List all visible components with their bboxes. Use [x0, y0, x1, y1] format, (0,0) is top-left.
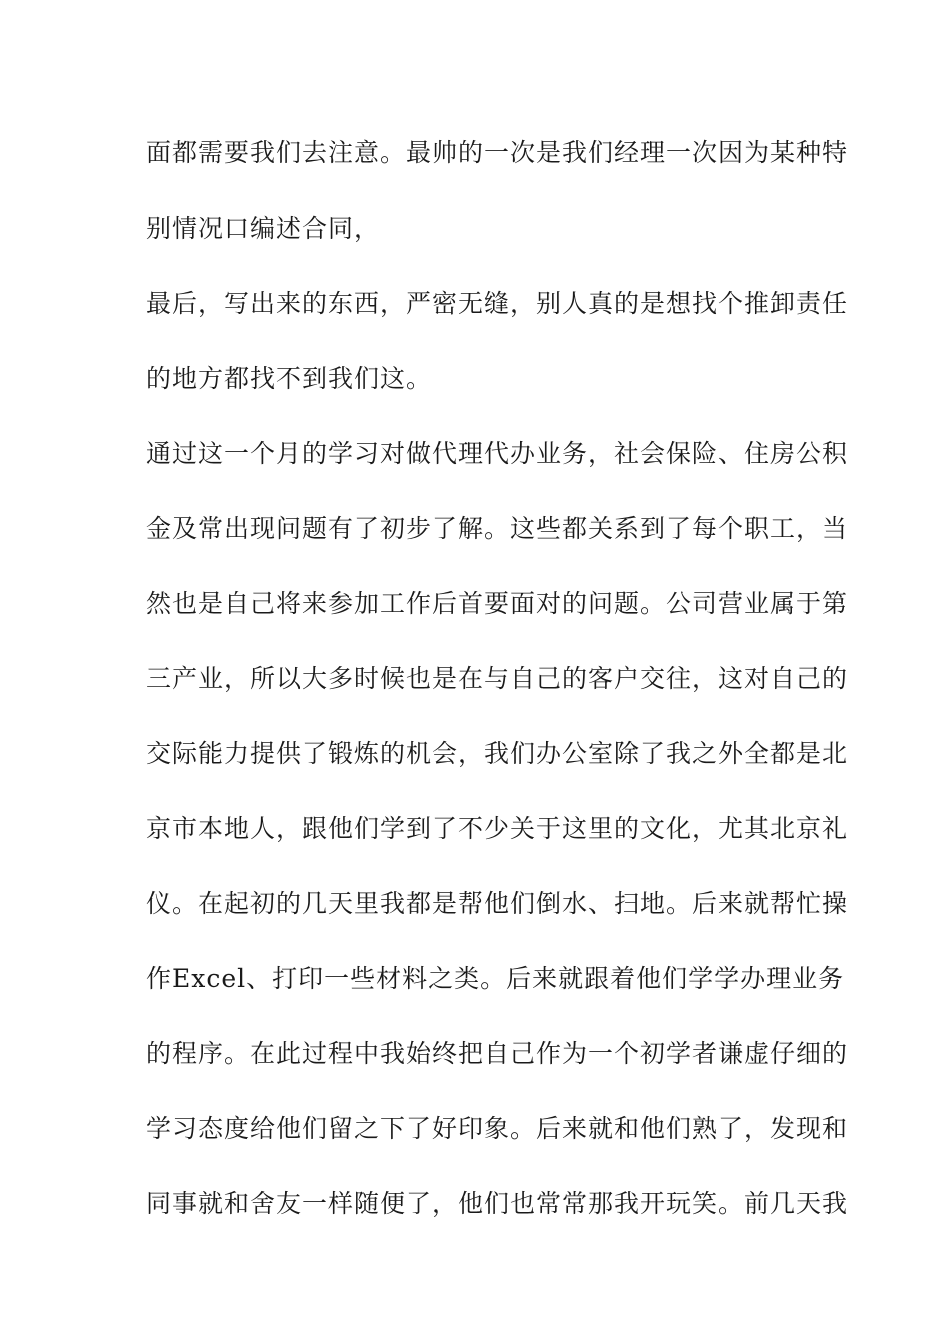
text-line: 三产业，所以大多时候也是在与自己的客户交往，这对自己的: [146, 664, 849, 693]
text-line: 京市本地人，跟他们学到了不少关于这里的文化，尤其北京礼: [146, 814, 849, 843]
text-line: 金及常出现问题有了初步了解。这些都关系到了每个职工，当: [146, 514, 849, 543]
text-line: 面都需要我们去注意。最帅的一次是我们经理一次因为某种特: [146, 138, 849, 167]
text-line: 然也是自己将来参加工作后首要面对的问题。公司营业属于第: [146, 589, 849, 618]
text-line: 同事就和舍友一样随便了，他们也常常那我开玩笑。前几天我: [146, 1189, 849, 1218]
text-line: 别情况口编述合同，: [146, 214, 381, 243]
text-line: 最后，写出来的东西，严密无缝，别人真的是想找个推卸责任: [146, 289, 849, 318]
text-line: 的地方都找不到我们这。: [146, 364, 433, 393]
text-line: 的程序。在此过程中我始终把自己作为一个初学者谦虚仔细的: [146, 1039, 849, 1068]
text-line: 通过这一个月的学习对做代理代办业务，社会保险、住房公积: [146, 439, 849, 468]
text-line: 学习态度给他们留之下了好印象。后来就和他们熟了，发现和: [146, 1114, 849, 1143]
text-line: 交际能力提供了锻炼的机会，我们办公室除了我之外全都是北: [146, 739, 849, 768]
text-line: 仪。在起初的几天里我都是帮他们倒水、扫地。后来就帮忙操: [146, 889, 849, 918]
text-line: 作Excel、打印一些材料之类。后来就跟着他们学学办理业务: [146, 964, 845, 993]
